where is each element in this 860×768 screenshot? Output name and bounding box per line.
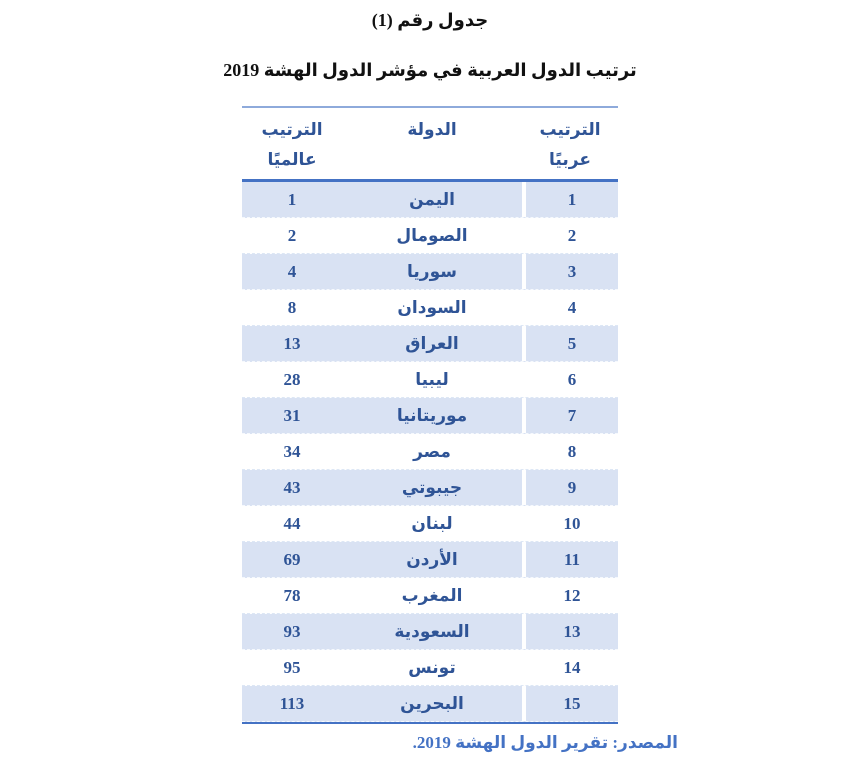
rank-arab-value: 9 [522, 470, 618, 505]
table-row [242, 290, 618, 326]
country-name: سوريا [407, 261, 457, 281]
table-row [242, 182, 618, 218]
table-row [242, 650, 618, 686]
table-row [242, 506, 618, 542]
table-row [242, 254, 618, 290]
rank-arab-value: 5 [522, 326, 618, 361]
rankings-table [242, 106, 618, 724]
rank-global-value: 8 [287, 297, 297, 317]
rank-global-value: 95 [283, 657, 301, 677]
table-row [242, 542, 618, 578]
rank-arab-value: 8 [522, 434, 618, 469]
rank-arab-value: 6 [522, 362, 618, 397]
rank-arab-value: 11 [522, 542, 618, 577]
country-name: موريتانيا [396, 405, 468, 425]
table-row [242, 326, 618, 362]
country-name: السعودية [394, 621, 470, 641]
rank-global-value: 28 [283, 369, 301, 389]
table-row [242, 362, 618, 398]
country-name: ليبيا [415, 369, 449, 389]
rank-arab-value: 14 [522, 650, 618, 685]
country-name: مصر [413, 441, 451, 461]
rank-arab-value: 2 [522, 218, 618, 253]
rank-global-value: 34 [283, 441, 301, 461]
rank-global-value: 43 [283, 477, 301, 497]
country-name: المغرب [401, 585, 463, 605]
rank-arab-value: 12 [522, 578, 618, 613]
country-name: اليمن [409, 189, 455, 209]
rank-global-value: 69 [283, 549, 301, 569]
country-name: البحرين [400, 693, 464, 713]
country-name: العراق [405, 333, 459, 353]
rank-global-value: 13 [283, 333, 301, 353]
rank-global-value: 93 [283, 621, 301, 641]
rank-arab-value: 13 [522, 614, 618, 649]
rank-global-value: 4 [287, 261, 297, 281]
header-rank-arab-line2: عربيًا [549, 150, 591, 169]
table-caption: جدول رقم (1) [371, 10, 489, 30]
rank-global-value: 2 [287, 225, 297, 245]
table-row [242, 614, 618, 650]
country-name: تونس [408, 657, 456, 677]
header-rank-arab [522, 108, 618, 179]
header-rank-global-line2: عالميًا [267, 150, 317, 169]
table-row [242, 218, 618, 254]
country-name: جيبوتي [401, 477, 463, 497]
rank-global-value: 44 [283, 513, 301, 533]
table-row [242, 434, 618, 470]
table-header-row [242, 108, 618, 182]
rank-global-value: 78 [283, 585, 301, 605]
header-rank-arab-line1: الترتيب [539, 120, 601, 139]
rank-arab-value: 3 [522, 254, 618, 289]
rank-global-value: 113 [279, 693, 305, 713]
header-country [342, 108, 522, 179]
table-row [242, 398, 618, 434]
country-name: الصومال [396, 225, 468, 245]
rank-arab-value: 4 [522, 290, 618, 325]
country-name: الأردن [406, 549, 458, 569]
rank-arab-value: 15 [522, 686, 618, 721]
table-row [242, 578, 618, 614]
rank-global-value: 1 [287, 189, 297, 209]
rank-global-value: 31 [283, 405, 301, 425]
country-name: السودان [397, 297, 467, 317]
rank-arab-value: 1 [522, 182, 618, 217]
rank-arab-value: 10 [522, 506, 618, 541]
table-subtitle: ترتيب الدول العربية في مؤشر الدول الهشة 2019 [223, 60, 637, 80]
source-note: المصدر: تقرير الدول الهشة 2019. [412, 733, 678, 752]
table-row [242, 686, 618, 722]
table-row [242, 470, 618, 506]
country-name: لبنان [411, 513, 453, 533]
header-rank-global-line1: الترتيب [261, 120, 323, 139]
header-rank-global [242, 108, 342, 179]
header-country-label: الدولة [407, 120, 457, 139]
rank-arab-value: 7 [522, 398, 618, 433]
